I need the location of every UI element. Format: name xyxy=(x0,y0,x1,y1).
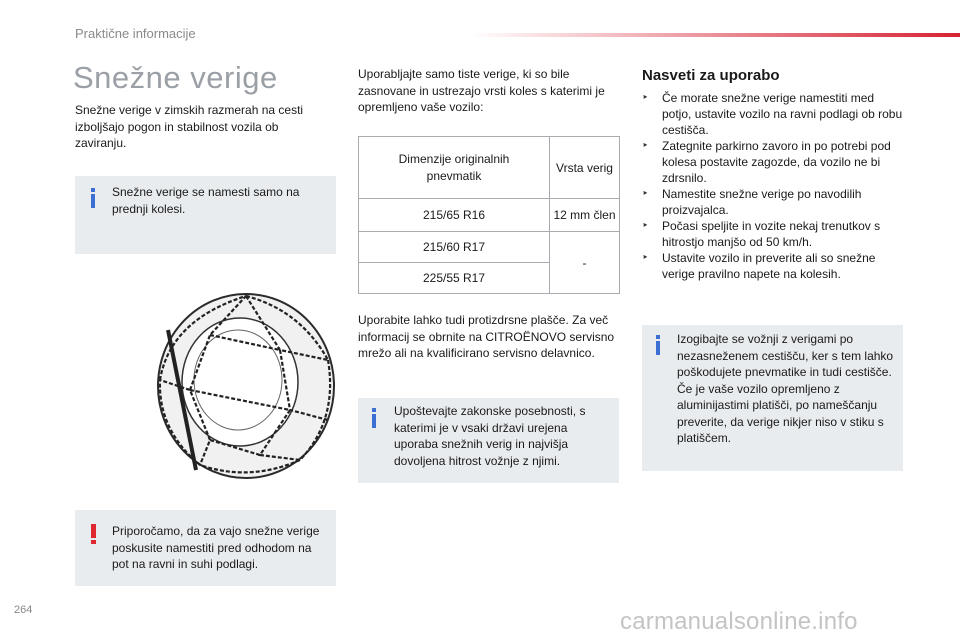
table-header-row xyxy=(359,137,620,199)
list-item: ‣ Ustavite vozilo in preverite ali so snežne verige pravilno napete na kolesih. xyxy=(642,251,876,281)
after-table-paragraph: Uporabite lahko tudi protizdrsne plašče. Za več informacij se obrnite na CITROËNOVO servisno mrežo ali na kvalificirano servisno delavnico. xyxy=(358,313,615,360)
arrow-bullet-icon: ‣ xyxy=(642,220,649,232)
warning-practice-text: Priporočamo, da za vajo snežne verige poskusite namestiti pred odhodom na pot na ravni in suhi podlagi. xyxy=(112,524,320,571)
usage-intro: Uporabljajte samo tiste verige, ki so bile zasnovane in ustrezajo vrsti koles s katerimi je opremljeno vaše vozilo: xyxy=(358,67,605,114)
arrow-bullet-icon: ‣ xyxy=(642,188,649,200)
tips-list xyxy=(642,90,904,282)
info-damage-text: Izogibajte se vožnji z verigami po nezasneženem cestišču, ker s tem lahko poškodujete pnevmatike in tudi cestišče. Če je vaše vozilo opremljeno z aluminijastimi platišči, po nameščanju preverite, da verige nikjer niso v stiku s platiščem. xyxy=(677,332,894,445)
arrow-bullet-icon: ‣ xyxy=(642,140,649,152)
list-item: ‣ Namestite snežne verige po navodilih proizvajalca. xyxy=(642,187,862,217)
info-box-legal xyxy=(358,398,619,483)
info-legal-text: Upoštevajte zakonske posebnosti, s katerimi je v vsaki državi urejena uporaba snežnih verig in najvišja dovoljena hitrost vožnje z njimi. xyxy=(394,404,586,468)
arrow-bullet-icon: ‣ xyxy=(642,92,649,104)
table-row xyxy=(359,232,620,263)
page-title: Snežne verige xyxy=(73,60,278,95)
list-item: ‣ Zategnite parkirno zavoro in po potrebi pod kolesa postavite zagozde, da vozilo ne bi zdrsnilo. xyxy=(642,139,891,185)
chain-type-cell: 12 mm člen xyxy=(550,199,620,232)
info-box-front-wheels xyxy=(75,176,336,254)
info-icon xyxy=(656,335,660,355)
list-item: ‣ Če morate snežne verige namestiti med potjo, ustavite vozilo na ravni podlagi ob robu cestišča. xyxy=(642,91,903,137)
list-item: ‣ Počasi speljite in vozite nekaj trenutkov s hitrostjo manjšo od 50 km/h. xyxy=(642,219,881,249)
header-accent-bar xyxy=(470,33,960,37)
info-front-text: Snežne verige se namesti samo na prednji kolesi. xyxy=(112,185,300,216)
page-number: 264 xyxy=(14,604,33,616)
warning-icon xyxy=(91,524,96,544)
tyre-size-cell: 215/60 R17 xyxy=(359,232,550,263)
warning-box-practice xyxy=(75,510,336,586)
section-header: Praktične informacije xyxy=(75,26,196,41)
info-box-damage xyxy=(642,325,903,471)
tyre-size-cell: 225/55 R17 xyxy=(359,263,550,294)
header-tyre-size: Dimenzije originalnih pnevmatik xyxy=(359,137,550,199)
tyre-chain-table xyxy=(358,136,620,294)
arrow-bullet-icon: ‣ xyxy=(642,252,649,264)
table-row xyxy=(359,199,620,232)
info-icon xyxy=(91,188,95,208)
tips-title: Nasveti za uporabo xyxy=(642,67,780,84)
intro-paragraph: Snežne verige v zimskih razmerah na cesti izboljšajo pogon in stabilnost vozila ob zaviranju. xyxy=(75,103,304,150)
chain-type-cell: - xyxy=(550,232,620,294)
snow-chain-wheel-illustration xyxy=(150,290,340,480)
header-chain-type: Vrsta verig xyxy=(550,137,620,199)
info-icon xyxy=(372,408,376,428)
tyre-size-cell: 215/65 R16 xyxy=(359,199,550,232)
watermark: carmanualsonline.info xyxy=(620,608,858,635)
